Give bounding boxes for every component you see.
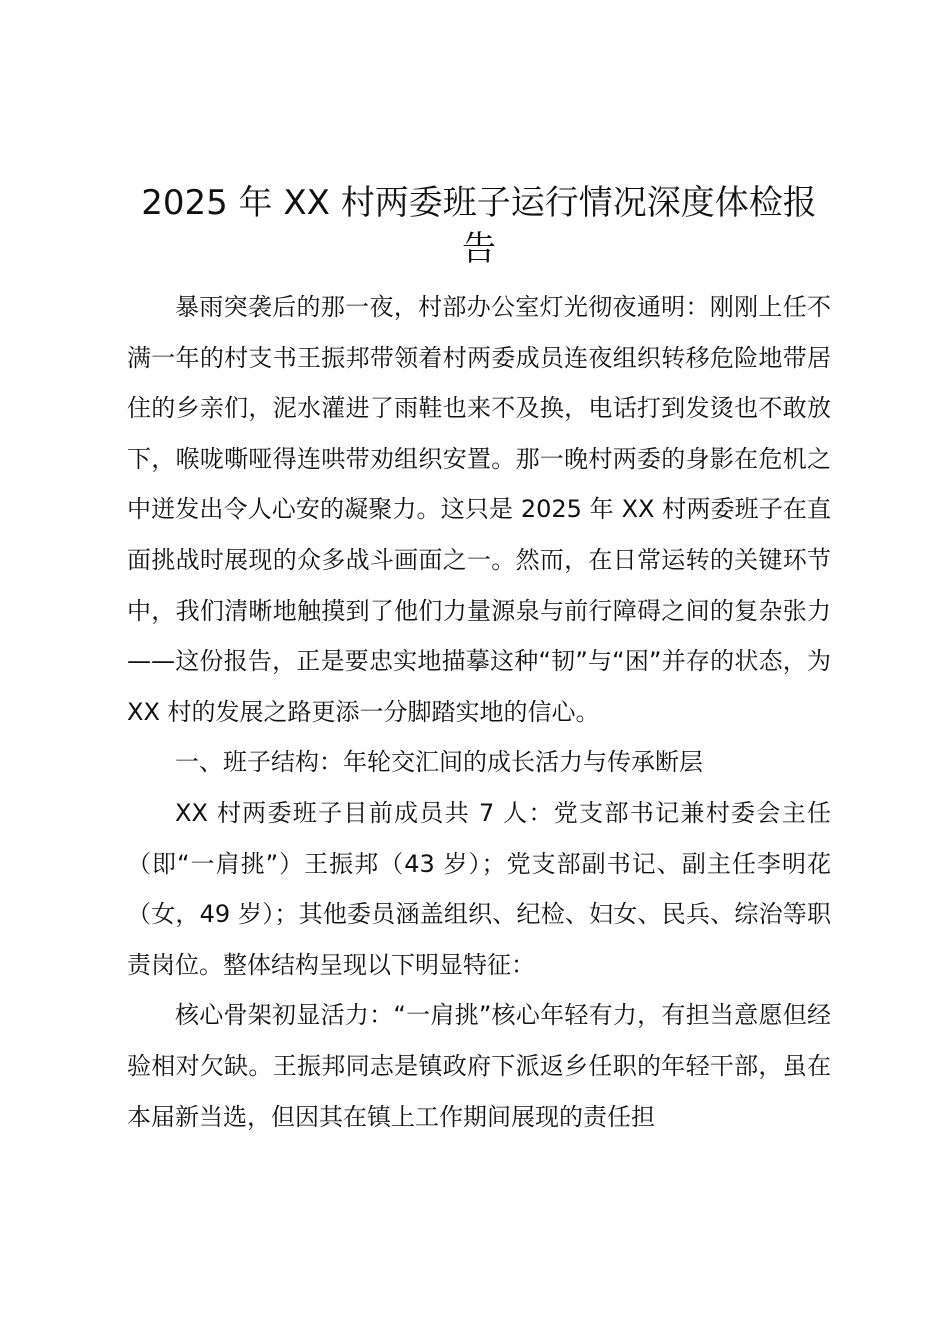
structure-paragraph: XX 村两委班子目前成员共 7 人：党支部书记兼村委会主任（即“一肩挑”）王振邦（43 岁）；党支部副书记、副主任李明花（女，49 岁）；其他委员涵盖组织、纪检、妇女、民兵、综治等职责岗位。整体结构呈现以下明显特征： bbox=[127, 798, 831, 979]
section-heading: 一、班子结构：年轮交汇间的成长活力与传承断层 bbox=[175, 748, 703, 777]
document-body bbox=[127, 282, 831, 1142]
intro-paragraph: 暴雨突袭后的那一夜，村部办公室灯光彻夜通明：刚刚上任不满一年的村支书王振邦带领着村两委成员连夜组织转移危险地带居住的乡亲们，泥水灌进了雨鞋也来不及换，电话打到发烫也不敢放下，喉咙嘶哑得连哄带劝组织安置。那一晚村两委的身影在危机之中迸发出令人心安的凝聚力。这只是 2025 年 XX 村两委班子在直面挑战时展现的众多战斗画面之一。然而，在日常运转的关键环节中，我们清晰地触摸到了他们力量源泉与前行障碍之间的复杂张力——这份报告，正是要忠实地描摹这种“韧”与“困”并存的状态，为 XX 村的发展之路更添一分脚踏实地的信心。 bbox=[127, 293, 831, 726]
document-title: 2025 年 XX 村两委班子运行情况深度体检报告 bbox=[141, 183, 817, 269]
document-content bbox=[127, 180, 831, 1142]
core-paragraph: 核心骨架初显活力：“一肩挑”核心年轻有力，有担当意愿但经验相对欠缺。王振邦同志是镇政府下派返乡任职的年轻干部，虽在本届新当选，但因其在镇上工作期间展现的责任担 bbox=[127, 1001, 831, 1131]
